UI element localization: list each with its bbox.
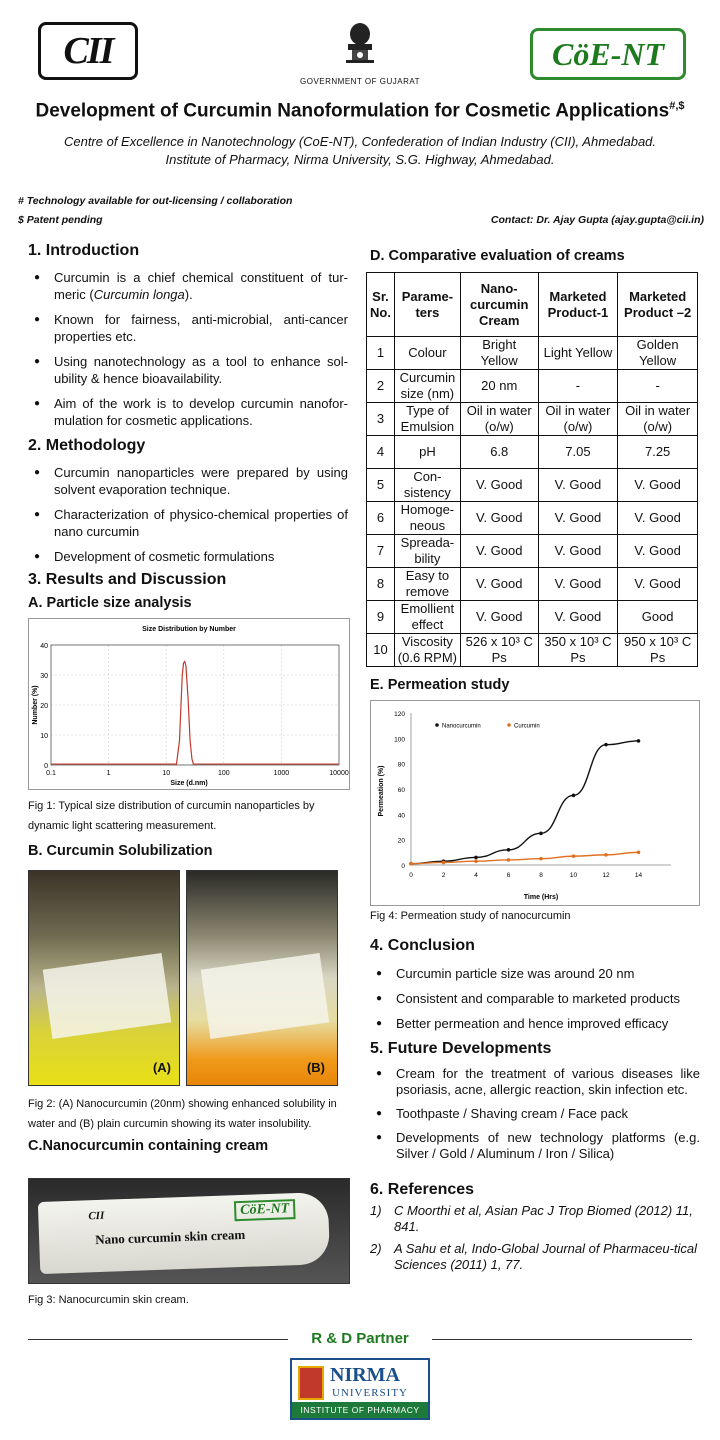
- header-sr-no: Sr. No.: [367, 273, 395, 337]
- legend-label: Nanocurcumin: [442, 723, 481, 730]
- introduction-section: [28, 242, 348, 437]
- x-tick-label: 8: [539, 872, 543, 879]
- table-cell: 7.05: [538, 436, 618, 469]
- x-tick-label: 10: [162, 770, 171, 777]
- table-cell: 8: [367, 568, 395, 601]
- table-cell: 6.8: [460, 436, 538, 469]
- nirma-crest-icon: [298, 1366, 324, 1400]
- permeation-heading: E. Permeation study: [370, 677, 510, 693]
- legend-marker: [435, 723, 439, 727]
- coe-nt-logo: [530, 28, 686, 80]
- table-cell: 3: [367, 403, 395, 436]
- x-tick-label: 14: [634, 872, 643, 879]
- y-tick-label: 40: [397, 812, 405, 820]
- government-label: GOVERNMENT OF GUJARAT: [300, 77, 420, 86]
- partner-label: R & D Partner: [311, 1330, 409, 1347]
- reference-item: 1) C Moorthi et al, Asian Pac J Trop Biomed (2012) 11, 841.: [370, 1203, 693, 1234]
- x-tick-label: 6: [506, 872, 511, 879]
- table-cell: Golden Yellow: [618, 337, 698, 370]
- y-tick-label: 120: [394, 711, 405, 718]
- list-item: ● Development of cosmetic formulations: [28, 548, 348, 565]
- y-tick-label: 80: [397, 761, 405, 769]
- table-header-row: [367, 273, 698, 337]
- data-point: [539, 857, 543, 861]
- table-cell: V. Good: [460, 535, 538, 568]
- table-cell: 6: [367, 502, 395, 535]
- list-item: ● Curcumin nanoparticles were prepared by using solvent evaporation technique.: [28, 464, 348, 498]
- size-distribution-chart: [28, 618, 350, 790]
- legend-marker: [507, 723, 511, 727]
- data-point: [409, 862, 413, 866]
- cream-heading: C.Nanocurcumin containing cream: [28, 1138, 269, 1154]
- size-distribution-line: [176, 662, 193, 766]
- table-cell: V. Good: [460, 568, 538, 601]
- introduction-heading: 1. Introduction: [28, 242, 140, 259]
- comparison-table: [366, 272, 698, 667]
- table-cell: 7.25: [618, 436, 698, 469]
- table-row: [367, 568, 698, 601]
- table-cell: Easy to remove: [394, 568, 460, 601]
- methodology-heading: 2. Methodology: [28, 437, 146, 454]
- future-heading: 5. Future Developments: [370, 1040, 552, 1057]
- list-item: ● Consistent and comparable to marketed products: [370, 990, 700, 1007]
- table-cell: V. Good: [538, 502, 618, 535]
- table-cell: Oil in water (o/w): [538, 403, 618, 436]
- table-row: [367, 436, 698, 469]
- list-item: ● Characterization of physico-chemical properties of nano curcumin: [28, 506, 348, 540]
- list-item: ● Cream for the treatment of various diseases like psoriasis, acne, allergic reaction, skin infection etc.: [370, 1066, 700, 1098]
- gujarat-emblem: [300, 20, 420, 86]
- data-point: [637, 739, 641, 743]
- series-line-nanocurcumin: [411, 741, 639, 864]
- header-product-1: Marketed Product-1: [538, 273, 618, 337]
- data-point: [572, 794, 576, 798]
- x-tick-label: 0.1: [46, 770, 56, 777]
- table-row: [367, 634, 698, 667]
- y-tick-label: 20: [397, 837, 405, 845]
- references-heading: 6. References: [370, 1181, 475, 1198]
- chart-title: Size Distribution by Number: [142, 626, 236, 633]
- x-tick-label: 4: [474, 872, 478, 879]
- y-tick-label: 30: [40, 673, 48, 680]
- reference-item: 2) A Sahu et al, Indo-Global Journal of Pharmaceu-tical Sciences (2011) 1, 77.: [370, 1241, 698, 1272]
- table-cell: V. Good: [538, 469, 618, 502]
- x-tick-label: 1: [106, 770, 111, 777]
- x-axis-label: Size (d.nm): [170, 780, 208, 787]
- list-item: ● Curcumin particle size was around 20 nm: [370, 965, 700, 982]
- y-axis-label: Permeation (%): [378, 765, 385, 817]
- data-point: [539, 832, 543, 836]
- table-cell: Good: [618, 601, 698, 634]
- table-cell: Light Yellow: [538, 337, 618, 370]
- results-heading: 3. Results and Discussion: [28, 571, 227, 588]
- y-tick-label: 0: [401, 863, 405, 870]
- table-row: [367, 469, 698, 502]
- cii-logo-text: CII: [63, 30, 113, 72]
- data-point: [442, 861, 446, 865]
- table-cell: V. Good: [460, 502, 538, 535]
- table-cell: Bright Yellow: [460, 337, 538, 370]
- table-cell: Con-sistency: [394, 469, 460, 502]
- nirma-university: UNIVERSITY: [332, 1387, 408, 1399]
- y-tick-label: 0: [44, 763, 48, 770]
- table-row: [367, 337, 698, 370]
- poster-title: Development of Curcumin Nanoformulation for Cosmetic Applications#,$: [35, 100, 685, 122]
- patent-note: $ Patent pending: [18, 214, 103, 226]
- table-cell: V. Good: [618, 469, 698, 502]
- table-cell: Homoge-neous: [394, 502, 460, 535]
- header-nanocurcumin: Nano-curcumin Cream: [460, 273, 538, 337]
- table-cell: Viscosity (0.6 RPM): [394, 634, 460, 667]
- table-cell: Colour: [394, 337, 460, 370]
- data-point: [604, 743, 608, 747]
- future-section: [370, 1040, 700, 1170]
- y-tick-label: 10: [40, 733, 48, 740]
- table-cell: 4: [367, 436, 395, 469]
- permeation-svg: [371, 701, 699, 905]
- cream-label: Nano curcumin skin cream: [94, 1226, 246, 1248]
- table-row: [367, 601, 698, 634]
- list-item: ● Toothpaste / Shaving cream / Face pack: [370, 1106, 700, 1122]
- table-cell: 10: [367, 634, 395, 667]
- size-distribution-svg: [29, 619, 349, 789]
- x-tick-label: 1000: [273, 770, 290, 777]
- x-axis-label: Time (Hrs): [523, 894, 559, 901]
- x-tick-label: 2: [441, 872, 446, 879]
- data-point: [604, 853, 608, 857]
- conclusion-heading: 4. Conclusion: [370, 937, 475, 954]
- permeation-chart: [370, 700, 700, 906]
- x-tick-label: 10000: [329, 770, 349, 777]
- list-item: ● Known for fairness, anti-microbial, anti-cancer properties etc.: [28, 311, 348, 345]
- lion-capital-icon: [340, 20, 380, 68]
- table-row: [367, 403, 698, 436]
- y-tick-label: 100: [394, 736, 405, 744]
- y-axis-label: Number (%): [32, 685, 39, 725]
- affiliation-2: Institute of Pharmacy, Nirma University, S.G. Highway, Ahmedabad.: [165, 152, 555, 167]
- nirma-institute: INSTITUTE OF PHARMACY: [292, 1402, 428, 1418]
- table-cell: 5: [367, 469, 395, 502]
- divider-right: [432, 1339, 692, 1340]
- table-row: [367, 502, 698, 535]
- table-cell: pH: [394, 436, 460, 469]
- y-tick-label: 20: [40, 703, 48, 710]
- table-cell: 7: [367, 535, 395, 568]
- legend-label: Curcumin: [514, 723, 540, 730]
- photo-label-a: (A): [152, 1060, 171, 1075]
- plain-curcumin-vial-photo: [186, 870, 338, 1086]
- table-cell: V. Good: [460, 601, 538, 634]
- conclusion-section: [370, 937, 700, 1040]
- list-item: ● Developments of new technology platforms (e.g. Silver / Gold / Aluminum / Iron / Silica): [370, 1130, 700, 1162]
- fig4-caption: Fig 4: Permeation study of nanocurcumin: [370, 910, 571, 922]
- table-cell: 950 x 10³ C Ps: [618, 634, 698, 667]
- table-cell: Type of Emulsion: [394, 403, 460, 436]
- table-cell: Emollient effect: [394, 601, 460, 634]
- affiliation-1: Centre of Excellence in Nanotechnology (CoE-NT), Confederation of Indian Industry (CII), Ahmedabad.: [63, 134, 657, 149]
- methodology-section: [28, 437, 348, 573]
- x-tick-label: 12: [602, 872, 610, 879]
- table-row: [367, 370, 698, 403]
- cream-cii-mark: CII: [88, 1209, 105, 1223]
- coe-nt-logo-text: CöE-NT: [552, 35, 664, 72]
- data-point: [507, 848, 511, 852]
- table-cell: Spreada-bility: [394, 535, 460, 568]
- data-point: [637, 851, 641, 855]
- fig2-caption: Fig 2: (A) Nanocurcumin (20nm) showing enhanced solubility in water and (B) plain curcumin showing its water insolubility.: [28, 1098, 337, 1130]
- table-cell: 20 nm: [460, 370, 538, 403]
- header-parameters: Parame-ters: [394, 273, 460, 337]
- table-cell: Oil in water (o/w): [618, 403, 698, 436]
- data-point: [507, 858, 511, 862]
- divider-left: [28, 1339, 288, 1340]
- data-point: [474, 859, 478, 863]
- header-product-2: Marketed Product –2: [618, 273, 698, 337]
- table-cell: V. Good: [618, 568, 698, 601]
- data-point: [474, 856, 478, 860]
- cii-logo: [38, 22, 138, 80]
- fig3-caption: Fig 3: Nanocurcumin skin cream.: [28, 1294, 189, 1306]
- cream-coe-logo: CöE-NT: [234, 1199, 296, 1221]
- fig1-caption: Fig 1: Typical size distribution of curcumin nanoparticles by dynamic light scattering measurement.: [28, 800, 315, 832]
- table-cell: V. Good: [538, 568, 618, 601]
- licensing-note: # Technology available for out-licensing / collaboration: [18, 195, 293, 207]
- table-cell: Oil in water (o/w): [460, 403, 538, 436]
- table-cell: -: [618, 370, 698, 403]
- references-section: [370, 1181, 700, 1279]
- list-item: ● Better permeation and hence improved efficacy: [370, 1015, 700, 1032]
- table-cell: V. Good: [538, 601, 618, 634]
- table-cell: V. Good: [460, 469, 538, 502]
- cream-tube-photo: [28, 1178, 350, 1284]
- table-cell: -: [538, 370, 618, 403]
- title-superscript: #,$: [669, 100, 685, 112]
- photo-label-b: (B): [306, 1060, 325, 1075]
- list-item: ● Using nanotechnology as a tool to enhance sol-ubility & hence bioavailability.: [28, 353, 348, 387]
- x-tick-label: 0: [409, 872, 413, 879]
- data-point: [572, 854, 576, 858]
- table-cell: V. Good: [618, 535, 698, 568]
- y-tick-label: 60: [397, 787, 405, 794]
- table-row: [367, 535, 698, 568]
- table-cell: 526 x 10³ C Ps: [460, 634, 538, 667]
- solubilization-heading: B. Curcumin Solubilization: [28, 843, 213, 859]
- x-tick-label: 10: [569, 872, 578, 879]
- table-heading: D. Comparative evaluation of creams: [370, 248, 625, 264]
- table-cell: V. Good: [618, 502, 698, 535]
- y-tick-label: 40: [40, 643, 48, 650]
- nanocurcumin-vial-photo: [28, 870, 180, 1086]
- nirma-logo: [290, 1358, 430, 1420]
- contact-info: Contact: Dr. Ajay Gupta (ajay.gupta@cii.in): [490, 214, 704, 226]
- table-cell: 9: [367, 601, 395, 634]
- table-cell: 1: [367, 337, 395, 370]
- table-cell: V. Good: [538, 535, 618, 568]
- table-cell: 2: [367, 370, 395, 403]
- table-cell: Curcumin size (nm): [394, 370, 460, 403]
- nirma-name: NIRMA: [330, 1364, 400, 1386]
- list-item: ● Curcumin is a chief chemical constituent of tur-meric (Curcumin longa).: [28, 269, 348, 303]
- particle-size-heading: A. Particle size analysis: [28, 595, 192, 611]
- list-item: ● Aim of the work is to develop curcumin nanofor-mulation for cosmetic applications.: [28, 395, 348, 429]
- x-tick-label: 100: [217, 770, 230, 777]
- table-cell: 350 x 10³ C Ps: [538, 634, 618, 667]
